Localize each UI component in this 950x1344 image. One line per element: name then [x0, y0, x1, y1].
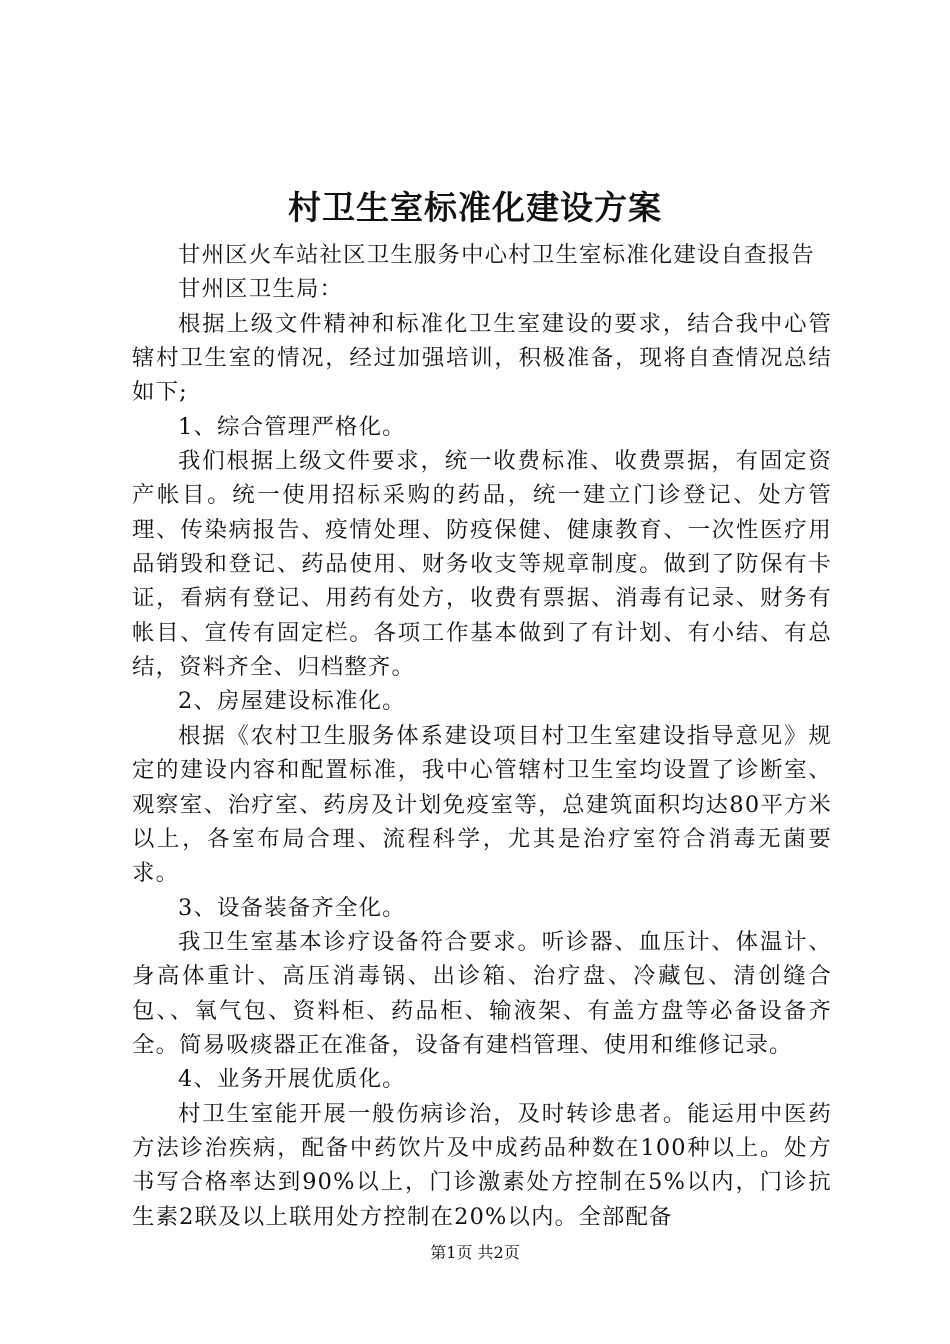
- document-body: [132, 238, 832, 1234]
- section-heading-1: 1、综合管理严格化。: [178, 413, 406, 440]
- paragraph-addressee: 甘州区卫生局：: [178, 276, 344, 303]
- document-title: 村卫生室标准化建设方案: [288, 188, 662, 227]
- paragraph-services: 村卫生室能开展一般伤病诊治，及时转诊患者。能运用中医药方法诊治疾病，配备中药饮片及中成药品种数在100种以上。处方书写合格率达到90%以上，门诊激素处方控制在5%以内，门诊抗生素2联及以上联用处方控制在20%以内。全部配备: [132, 1100, 832, 1230]
- paragraph-management: 我们根据上级文件要求，统一收费标准、收费票据，有固定资产帐目。统一使用招标采购的药品，统一建立门诊登记、处方管理、传染病报告、疫情处理、防疫保健、健康教育、一次性医疗用品销毁和登记、药品使用、财务收支等规章制度。做到了防保有卡证，看病有登记、用药有处方，收费有票据、消毒有记录、财务有帐目、宣传有固定栏。各项工作基本做到了有计划、有小结、有总结，资料齐全、归档整齐。: [132, 448, 832, 681]
- paragraph-report-title: 甘州区火车站社区卫生服务中心村卫生室标准化建设自查报告: [178, 242, 815, 268]
- page-footer: 第1页 共2页: [430, 1243, 520, 1262]
- section-heading-3: 3、设备装备齐全化。: [178, 894, 406, 921]
- section-heading-2: 2、房屋建设标准化。: [178, 688, 406, 715]
- section-heading-4: 4、业务开展优质化。: [178, 1066, 406, 1093]
- paragraph-building: 根据《农村卫生服务体系建设项目村卫生室建设指导意见》规定的建设内容和配置标准，我中心管辖村卫生室均设置了诊断室、观察室、治疗室、药房及计划免疫室等，总建筑面积均达80平方米以上，各室布局合理、流程科学，尤其是治疗室符合消毒无菌要求。: [132, 722, 832, 887]
- paragraph-intro: 根据上级文件精神和标准化卫生室建设的要求，结合我中心管辖村卫生室的情况，经过加强培训，积极准备，现将自查情况总结如下;: [132, 310, 832, 406]
- paragraph-equipment: 我卫生室基本诊疗设备符合要求。听诊器、血压计、体温计、身高体重计、高压消毒锅、出诊箱、治疗盘、冷藏包、清创缝合包、、氧气包、资料柜、药品柜、输液架、有盖方盘等必备设备齐全。简易吸痰器正在准备，设备有建档管理、使用和维修记录。: [132, 928, 832, 1058]
